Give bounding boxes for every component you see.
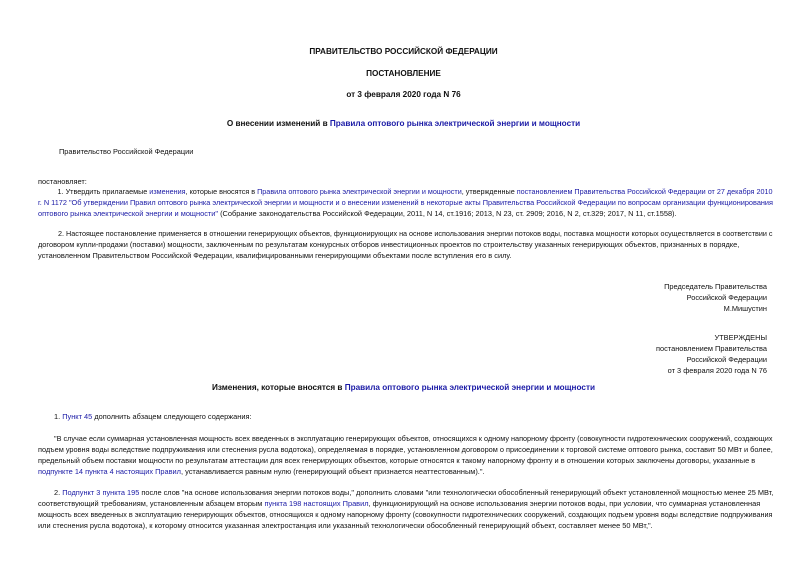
signature-name: М.Мишустин <box>723 304 767 313</box>
quote-line-2: подъем уровня воды вследствие подпруживания или стеснения русла водотока), определяемая в порядке, установленном договором о присоединении к торговой системе оптового рынка, составит 50 МВт и более, <box>38 445 773 454</box>
approved-line-2: Российской Федерации <box>686 355 767 364</box>
point-45-link[interactable]: Пункт 45 <box>62 412 93 421</box>
changes-link[interactable]: изменения <box>149 187 186 196</box>
approved-word: УТВЕРЖДЕНЫ <box>714 333 767 342</box>
quote-line-3: предельный объем поставки мощности по результатам аттестации для всех генерирующих объектов, которые относятся к такому напорному фронту и в отношении которых заключены договоры, указанные в <box>38 456 756 465</box>
paragraph-2-line-2: договором купли-продажи (поставки) мощности, заключенным по результатам конкурсных отборов инвестиционных проектов по строительству указанных генерирующих объектов, признанных в порядке, <box>38 240 740 249</box>
paragraph-1-line-2 <box>38 197 773 208</box>
quote-line-4: подпункте 14 пункта 4 настоящих Правил, устанавливается равным нулю (генерирующий объект признается неаттестованным).". <box>38 467 485 476</box>
rules-link[interactable]: Правила оптового рынка электрической энергии и мощности <box>329 119 581 128</box>
point-198-link[interactable]: пункта 198 настоящих Правил <box>264 499 369 508</box>
item-1: 1. Пункт 45 дополнить абзацем следующего содержания: <box>54 412 252 421</box>
signature-role-1: Председатель Правительства <box>664 282 767 291</box>
changes-title: Изменения, которые вносятся в Правила оптового рынка электрической энергии и мощности <box>212 383 595 392</box>
item-2-line-1: 2. Подпункт 3 пункта 195 после слов "на основе использования энергии потоков воды," дополнить словами "или технологически обособленный генерирующий объект установленной мощностью менее 25 МВт, <box>54 488 774 497</box>
paragraph-2-line-3: установленном Правительством Российской Федерации, квалифицированными генерирующими объектами после вступления его в силу. <box>38 251 512 260</box>
document-type: ПОСТАНОВЛЕНИЕ <box>366 69 441 78</box>
changes-rules-link[interactable]: Правила оптового рынка электрической энергии и мощности <box>344 383 595 392</box>
document-date: от 3 февраля 2020 года N 76 <box>346 90 461 99</box>
document-title: О внесении изменений в Правила оптового рынка электрической энергии и мощности <box>226 119 581 128</box>
paragraph-1: 1. Утвердить прилагаемые изменения, которые вносятся в Правила оптового рынка электрической энергии и мощности, утвержденные постановлением Правительства Российской Федерации от 27 декабря 2010 <box>57 187 773 196</box>
paragraph-1-line-3: оптового рынка электрической энергии и мощности" (Собрание законодательства Российской Федерации, 2011, N 14, ст.1916; 2013, N 23, ст. 2909; 2016, N 2, ст.329; 2017, N 11, ст.1558). <box>38 209 677 218</box>
resolution-link-cont[interactable]: г. N 1172 "Об утверждении Правил оптового рынка электрической энергии и мощности и о внесении изменений в некоторые акты Правительства Российской Федерации по вопросам организации функционирования <box>38 198 773 207</box>
resolves-text: постановляет: <box>38 177 87 186</box>
item-2-line-2: соответствующий требованиям, установленным абзацем вторым пункта 198 настоящих Правил, функционирующий на основе использования энергии потоков воды, при условии, что суммарная установленная <box>38 499 761 508</box>
resolution-link[interactable]: постановлением Правительства Российской Федерации от 27 декабря 2010 <box>516 187 773 196</box>
rules-link-2[interactable]: Правила оптового рынка электрической энергии и мощности <box>257 187 462 196</box>
item-2-line-3: мощность всех введенных в эксплуатацию генерирующих объектов, относящихся к одному напорному фронту (совокупности гидротехнических сооружений, создающих подъем уровня воды вследствие подпруживания <box>38 510 773 519</box>
government-name: Правительство Российской Федерации <box>59 147 194 156</box>
item-2-line-4: или стеснения русла водотока), к которому относится указанная электростанция или указанный технологически обособленный генерирующий объект, составляет менее 50 МВт,". <box>38 521 653 530</box>
subpoint-14-link[interactable]: подпункте 14 пункта 4 настоящих Правил <box>38 467 181 476</box>
approved-line-1: постановлением Правительства <box>656 344 767 353</box>
signature-role-2: Российской Федерации <box>686 293 767 302</box>
approved-line-3: от 3 февраля 2020 года N 76 <box>667 366 767 375</box>
paragraph-2-line-1: 2. Настоящее постановление применяется в отношении генерирующих объектов, функционирующих на основе использования энергии потоков воды, поставка мощности которых осуществляется в соответствии с <box>58 229 773 238</box>
government-heading: ПРАВИТЕЛЬСТВО РОССИЙСКОЙ ФЕДЕРАЦИИ <box>309 47 498 56</box>
resolution-link-end[interactable]: оптового рынка электрической энергии и мощности" <box>38 209 219 218</box>
quote-line-1: "В случае если суммарная установленная мощность всех введенных в эксплуатацию генерирующих объектов, относящихся к одному напорному фронту (совокупности гидротехнических сооружений, создающих <box>54 434 773 443</box>
subpoint-3-link[interactable]: Подпункт 3 пункта 195 <box>62 488 140 497</box>
